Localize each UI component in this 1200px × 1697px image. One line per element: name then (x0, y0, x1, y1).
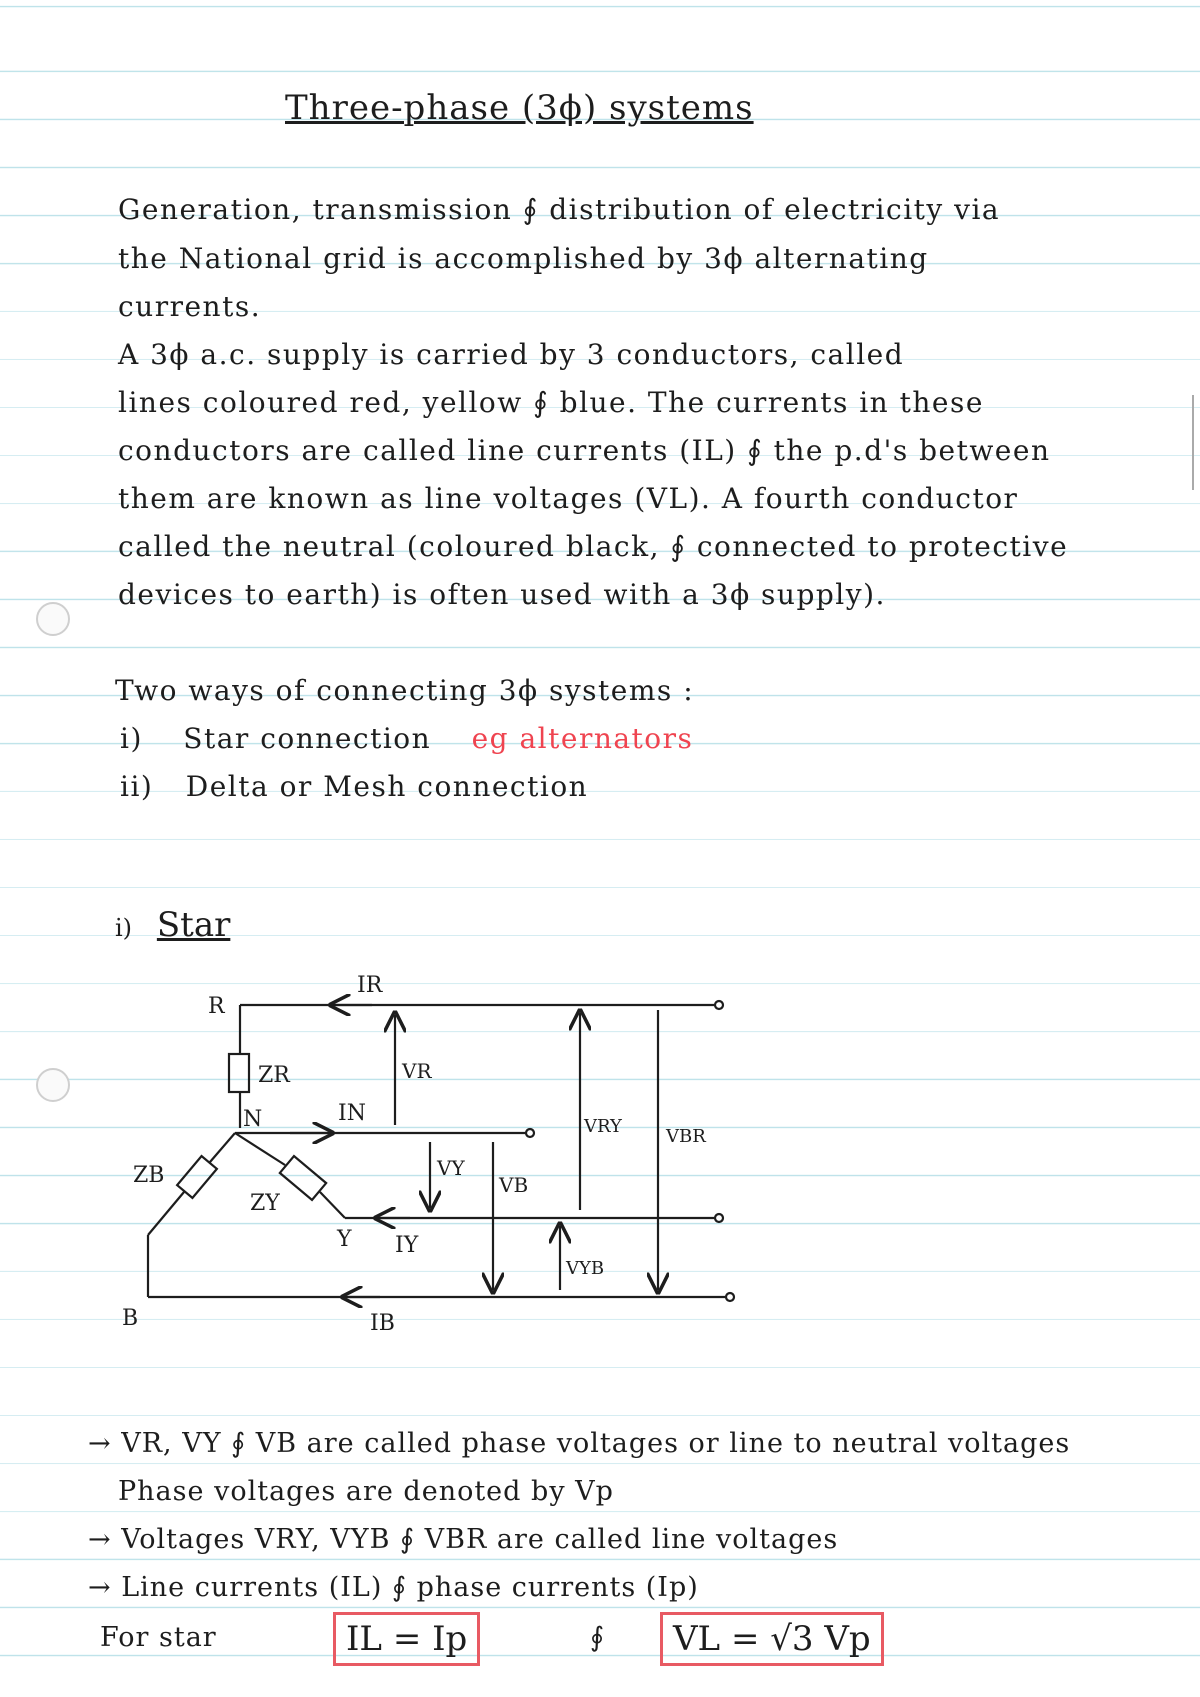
relation-current-box: IL = Ip (333, 1612, 480, 1666)
star-heading-number: i) (115, 914, 133, 942)
relation-voltage-box: VL = √3 Vp (660, 1612, 884, 1666)
wire-ZB-to-B (148, 1192, 184, 1235)
ways-item-1-text: Star connection (183, 722, 432, 755)
note-phase-voltages: → VR, VY ∮ VB are called phase voltages or line to neutral voltages (88, 1428, 1071, 1459)
wire-N-to-ZB (210, 1133, 235, 1162)
note-line-phase-currents: → Line currents (IL) ∮ phase currents (Ip) (88, 1572, 699, 1603)
label-voltage-Y: VY (437, 1156, 465, 1180)
terminal-B (726, 1293, 734, 1301)
ways-item-1-number: i) (120, 722, 143, 755)
label-voltage-YB: VYB (566, 1258, 605, 1279)
impedance-R (229, 1054, 249, 1092)
label-current-N: IN (338, 1101, 366, 1126)
relation-and-symbol: ∮ (590, 1622, 606, 1653)
wire-N-to-ZY (235, 1133, 285, 1165)
intro-line-7: them are known as line voltages (VL). A fourth conductor (118, 482, 1019, 515)
intro-line-9: devices to earth) is often used with a 3ϕ supply). (118, 578, 886, 611)
ways-item-1-example: eg alternators (471, 722, 694, 755)
note-line-voltages: → Voltages VRY, VYB ∮ VBR are called line voltages (88, 1524, 839, 1555)
label-impedance-B: ZB (133, 1163, 165, 1188)
impedance-Y (280, 1156, 326, 1200)
terminal-N (526, 1129, 534, 1137)
ways-item-2-number: ii) (120, 770, 154, 803)
label-current-R: IR (357, 973, 383, 998)
label-current-B: IB (370, 1311, 395, 1336)
label-node-Y: Y (337, 1227, 352, 1252)
label-node-B: B (122, 1306, 139, 1331)
ways-heading: Two ways of connecting 3ϕ systems : (115, 674, 695, 707)
label-voltage-BR: VBR (666, 1126, 706, 1147)
terminal-R (715, 1001, 723, 1009)
intro-line-3: currents. (118, 290, 262, 323)
intro-line-5: lines coloured red, yellow ∮ blue. The currents in these (118, 386, 984, 419)
label-impedance-R: ZR (258, 1063, 290, 1088)
label-voltage-B: VB (499, 1173, 529, 1197)
intro-line-4: A 3ϕ a.c. supply is carried by 3 conductors, called (118, 338, 905, 371)
intro-line-2: the National grid is accomplished by 3ϕ alternating (118, 242, 929, 275)
note-phase-voltages-denoted: Phase voltages are denoted by Vp (118, 1476, 614, 1507)
label-voltage-R: VR (402, 1059, 432, 1083)
page-title: Three-phase (3ϕ) systems (285, 88, 754, 128)
ways-item-2-text: Delta or Mesh connection (185, 770, 589, 803)
label-node-R: R (208, 994, 225, 1019)
star-heading-text: Star (156, 905, 231, 945)
intro-line-1: Generation, transmission ∮ distribution of electricity via (118, 193, 1001, 226)
terminal-Y (715, 1214, 723, 1222)
wire-ZY-to-Y (320, 1192, 345, 1218)
intro-line-6: conductors are called line currents (IL) ∮ the p.d's between (118, 434, 1051, 467)
label-node-N: N (243, 1107, 263, 1132)
label-current-Y: IY (395, 1233, 419, 1258)
intro-line-8: called the neutral (coloured black, ∮ connected to protective (118, 530, 1069, 563)
label-impedance-Y: ZY (250, 1191, 280, 1216)
label-voltage-RY: VRY (584, 1116, 622, 1137)
for-star-label: For star (100, 1622, 217, 1653)
